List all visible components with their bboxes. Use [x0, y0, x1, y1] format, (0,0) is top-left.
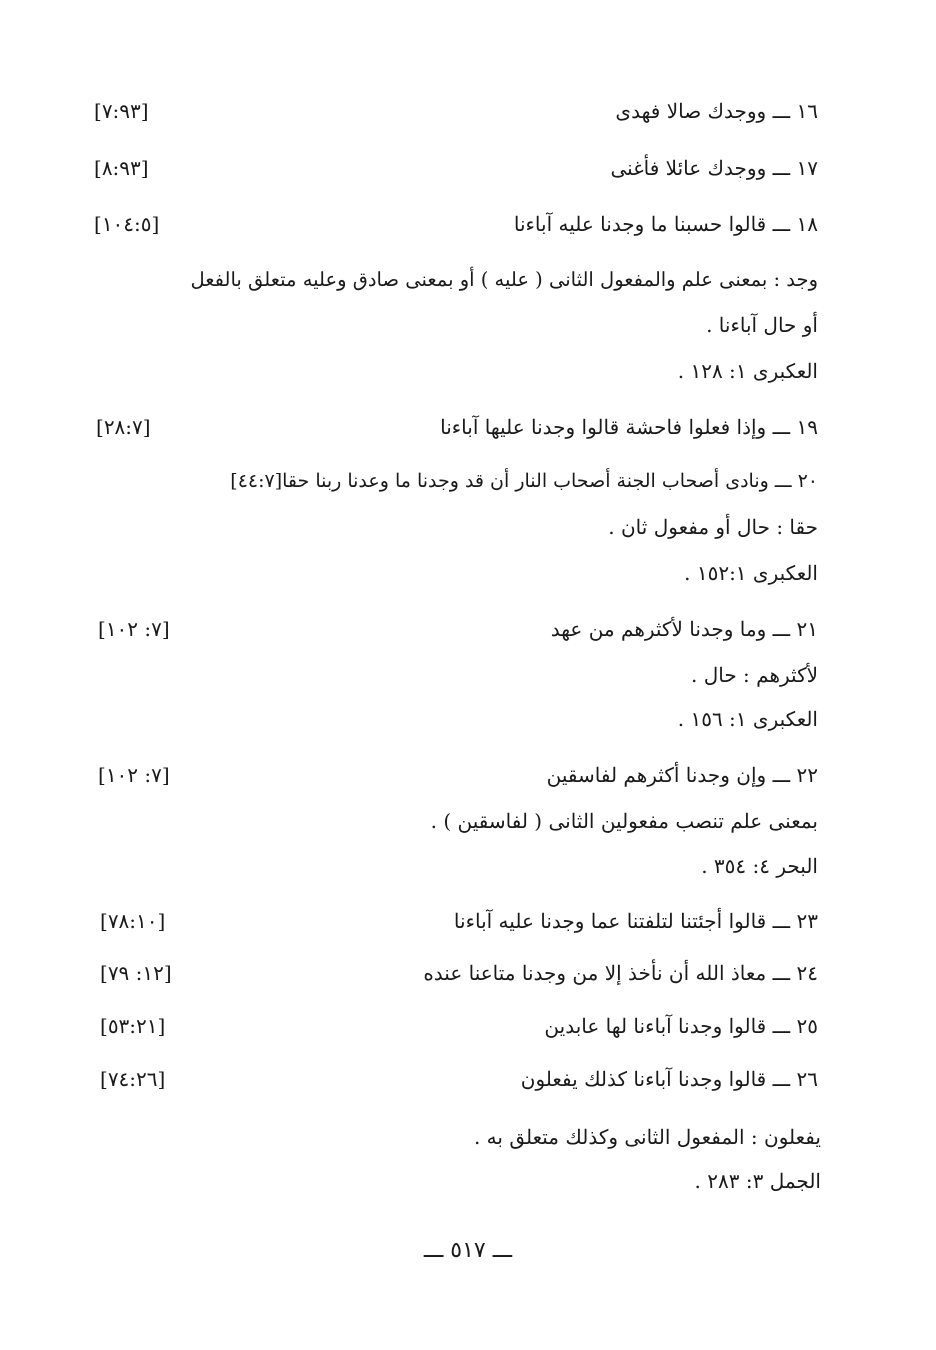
- note-line: بمعنى علم تنصب مفعولين الثانى ( لفاسقين ) .: [430, 809, 818, 833]
- verse-reference: [٢٨:٧]: [96, 415, 151, 439]
- note-line: حقا : حال أو مفعول ثان .: [608, 515, 818, 539]
- note-line: يفعلون : المفعول الثانى وكذلك متعلق به .: [473, 1125, 821, 1149]
- note-line: أو حال آباءنا .: [706, 313, 818, 337]
- note-line: وجد : بمعنى علم والمفعول الثانى ( عليه ) أو بمعنى صادق وعليه متعلق بالفعل: [190, 268, 818, 291]
- verse-reference: [٨:٩٣]: [94, 156, 149, 180]
- verse-line: ٢٢ ـــ وإن وجدنا أكثرهم لفاسقين: [546, 763, 818, 787]
- verse-line: ٢١ ـــ وما وجدنا لأكثرهم من عهد: [550, 617, 818, 641]
- verse-line: ١٧ ـــ ووجدك عائلا فأغنى: [610, 156, 818, 180]
- verse-line: ٢٦ ـــ قالوا وجدنا آباءنا كذلك يفعلون: [520, 1067, 818, 1091]
- note-source: الجمل ٣: ٢٨٣ .: [694, 1169, 821, 1193]
- note-source: العكبرى ١: ١٥٦ .: [677, 707, 818, 731]
- page-number: ـــ ٥١٧ ـــ: [423, 1238, 513, 1263]
- note-source: البحر ٤: ٣٥٤ .: [701, 854, 818, 878]
- verse-reference: [٧:٩٣]: [94, 99, 149, 123]
- note-source: العكبرى ١: ١٢٨ .: [677, 359, 818, 383]
- verse-line: ٢٤ ـــ معاذ الله أن نأخذ إلا من وجدنا متاعنا عنده: [423, 961, 818, 985]
- verse-reference: [٧٤:٢٦]: [100, 1067, 166, 1091]
- verse-line: ٢٠ ـــ ونادى أصحاب الجنة أصحاب النار أن قد وجدنا ما وعدنا ربنا حقا[٤٤:٧]: [230, 470, 818, 492]
- verse-reference: [٧: ١٠٢]: [98, 763, 170, 787]
- verse-line: ١٦ ـــ ووجدك صالا فهدى: [615, 99, 818, 123]
- verse-line: ١٨ ـــ قالوا حسبنا ما وجدنا عليه آباءنا: [513, 212, 818, 236]
- verse-reference: [٧٨:١٠]: [100, 909, 166, 933]
- verse-reference: [٥٣:٢١]: [100, 1014, 166, 1038]
- verse-line: ٢٥ ـــ قالوا وجدنا آباءنا لها عابدين: [544, 1014, 818, 1038]
- verse-line: ١٩ ـــ وإذا فعلوا فاحشة قالوا وجدنا عليها آباءنا: [440, 415, 818, 439]
- note-source: العكبرى ١٥٢:١ .: [684, 561, 818, 585]
- verse-reference: [٧: ١٠٢]: [98, 617, 170, 641]
- verse-reference: [١٢: ٧٩]: [100, 961, 172, 985]
- note-line: لأكثرهم : حال .: [690, 663, 818, 687]
- verse-line: ٢٣ ـــ قالوا أجئتنا لتلفتنا عما وجدنا عليه آباءنا: [453, 909, 818, 933]
- verse-reference: [١٠٤:٥]: [94, 212, 160, 236]
